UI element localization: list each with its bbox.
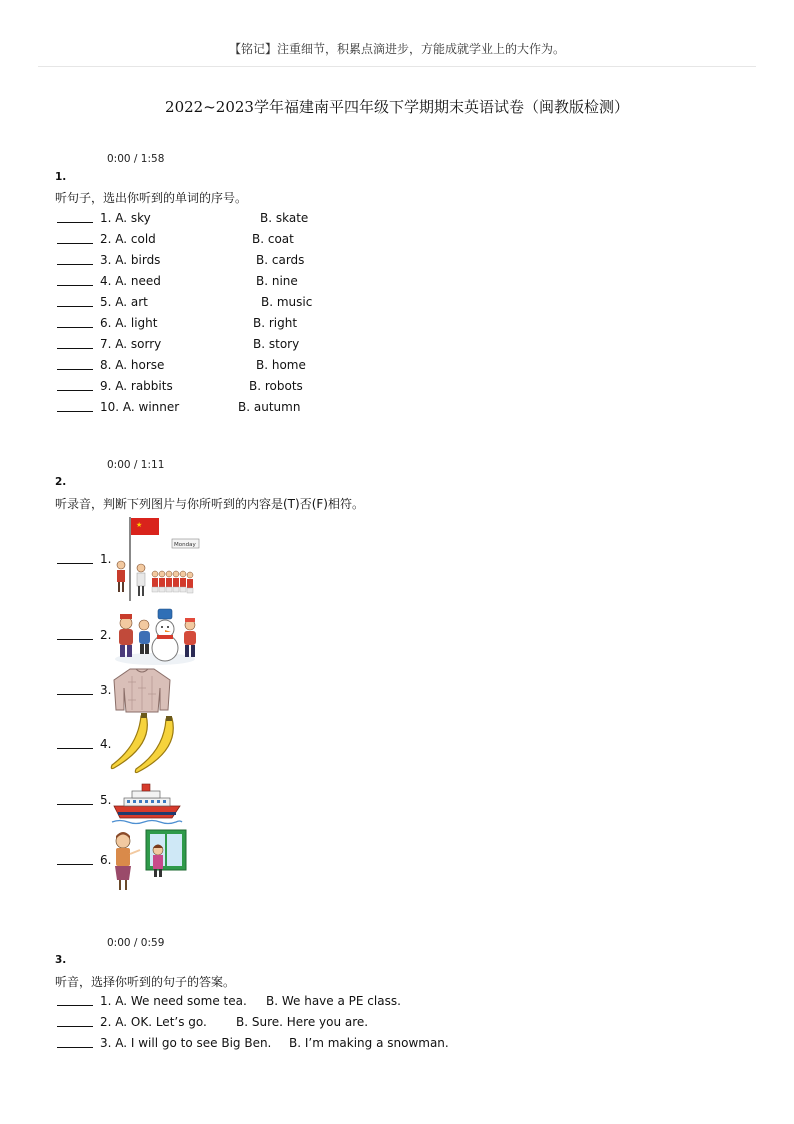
answer-blank[interactable] xyxy=(57,864,93,865)
question-instruction-3: 听音，选择你听到的句子的答案。 xyxy=(55,975,236,989)
option-a: 1. A. sky xyxy=(100,211,151,225)
option-a: 1. A. We need some tea. xyxy=(100,994,247,1008)
option-b: B. music xyxy=(261,295,313,309)
answer-blank[interactable] xyxy=(57,563,93,564)
question-number-2: 2. xyxy=(55,476,67,488)
answer-blank[interactable] xyxy=(57,222,93,223)
audio-player-1[interactable]: 0:00 / 1:58 xyxy=(107,153,165,165)
answer-blank[interactable] xyxy=(57,694,93,695)
option-a: 9. A. rabbits xyxy=(100,379,173,393)
option-b: B. We have a PE class. xyxy=(266,994,401,1008)
answer-blank[interactable] xyxy=(57,264,93,265)
option-a: 2. A. cold xyxy=(100,232,156,246)
option-b: B. home xyxy=(256,358,306,372)
page-title: 2022~2023学年福建南平四年级下学期期末英语试卷（闽教版检测） xyxy=(165,98,629,116)
option-a: 3. A. birds xyxy=(100,253,161,267)
option-a: 3. A. I will go to see Big Ben. xyxy=(100,1036,272,1050)
option-b: B. cards xyxy=(256,253,305,267)
answer-blank[interactable] xyxy=(57,390,93,391)
answer-blank[interactable] xyxy=(57,1026,93,1027)
answer-blank[interactable] xyxy=(57,306,93,307)
answer-blank[interactable] xyxy=(57,327,93,328)
header-motto: 【铭记】注重细节，积累点滴进步，方能成就学业上的大作为。 xyxy=(228,42,565,56)
item-label: 4. xyxy=(100,737,112,751)
header-divider xyxy=(38,66,756,67)
option-b: B. Sure. Here you are. xyxy=(236,1015,369,1029)
flag-raising-icon xyxy=(107,513,201,605)
answer-blank[interactable] xyxy=(57,285,93,286)
item-label: 1. xyxy=(100,552,112,566)
option-b: B. autumn xyxy=(238,400,301,414)
question-instruction-1: 听句子，选出你听到的单词的序号。 xyxy=(55,191,248,205)
answer-blank[interactable] xyxy=(57,748,93,749)
option-b: B. story xyxy=(253,337,300,351)
option-b: B. skate xyxy=(260,211,309,225)
option-a: 7. A. sorry xyxy=(100,337,162,351)
answer-blank[interactable] xyxy=(57,348,93,349)
option-a: 8. A. horse xyxy=(100,358,165,372)
snowman-icon xyxy=(110,605,200,667)
question-instruction-2: 听录音，判断下列图片与你所听到的内容是(T)否(F)相符。 xyxy=(55,497,364,511)
option-b: B. robots xyxy=(249,379,303,393)
answer-blank[interactable] xyxy=(57,804,93,805)
item-label: 5. xyxy=(100,793,112,807)
answer-blank[interactable] xyxy=(57,1005,93,1006)
answer-blank[interactable] xyxy=(57,639,93,640)
answer-blank[interactable] xyxy=(57,369,93,370)
item-label: 6. xyxy=(100,853,112,867)
question-number-3: 3. xyxy=(55,954,67,966)
audio-player-3[interactable]: 0:00 / 0:59 xyxy=(107,937,165,949)
option-b: B. I’m making a snowman. xyxy=(289,1036,449,1050)
ship-icon xyxy=(110,782,184,826)
option-a: 5. A. art xyxy=(100,295,148,309)
answer-blank[interactable] xyxy=(57,411,93,412)
item-label: 2. xyxy=(100,628,112,642)
svg-text:★: ★ xyxy=(136,521,143,529)
bananas-icon xyxy=(108,712,180,774)
answer-blank[interactable] xyxy=(57,1047,93,1048)
monday-sign: Monday xyxy=(174,542,196,548)
option-b: B. coat xyxy=(252,232,294,246)
option-a: 2. A. OK. Let’s go. xyxy=(100,1015,207,1029)
question-number-1: 1. xyxy=(55,171,67,183)
item-label: 3. xyxy=(100,683,112,697)
sweater-icon xyxy=(110,666,174,714)
option-a: 4. A. need xyxy=(100,274,161,288)
option-b: B. nine xyxy=(256,274,298,288)
girl-window-icon xyxy=(110,828,190,894)
option-a: 10. A. winner xyxy=(100,400,180,414)
audio-player-2[interactable]: 0:00 / 1:11 xyxy=(107,459,165,471)
option-b: B. right xyxy=(253,316,298,330)
option-a: 6. A. light xyxy=(100,316,158,330)
answer-blank[interactable] xyxy=(57,243,93,244)
